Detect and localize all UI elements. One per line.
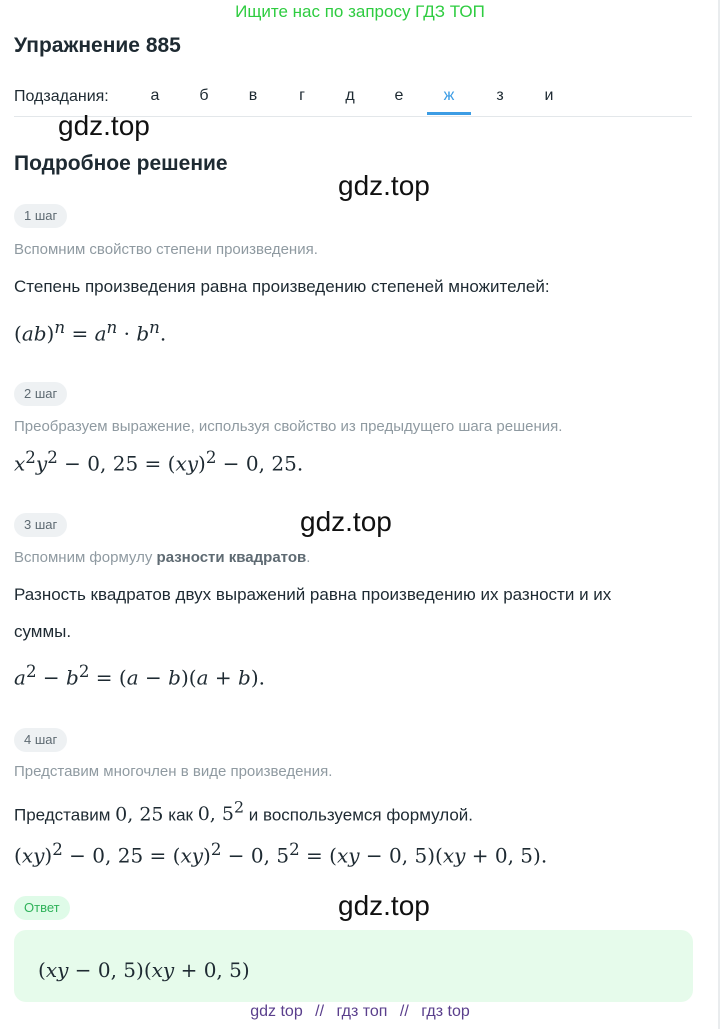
step-3-text-line-1: Разность квадратов двух выражений равна произведению их разности и их [14, 585, 612, 604]
subtask-tab-zh[interactable]: ж [427, 86, 471, 115]
step-4-value-1: 0, 25 [115, 803, 164, 826]
subtask-tab-e[interactable]: е [394, 87, 404, 104]
subtask-tab-v[interactable]: в [248, 87, 258, 104]
step-3-hint-suffix: . [306, 549, 311, 566]
subtask-tab-z[interactable]: з [496, 87, 504, 104]
step-4-text [14, 798, 473, 825]
step-4-text-prefix: Представим [14, 805, 116, 825]
step-3-text-line-2: суммы. [14, 622, 72, 641]
subtask-tab-i[interactable]: и [544, 87, 554, 104]
footer-link-1[interactable]: gdz top [250, 1003, 303, 1020]
subtask-tab-b[interactable]: б [199, 87, 209, 104]
step-1-formula: $(ab)^n = a^n \cdot b^n$. [14, 318, 167, 346]
page-title: Упражнение 885 [14, 34, 181, 57]
step-2-formula: $x^2y^2 - 0$, 25 = (xy)$^2$ − 0, 25. [14, 448, 304, 476]
step-3-hint [14, 549, 310, 566]
step-4-value-2: 0, $5^2$ [197, 798, 245, 826]
section-title: Подробное решение [14, 152, 228, 175]
subtask-tab-d[interactable]: д [345, 87, 355, 104]
step-4-hint: Представим многочлен в виде произведения. [14, 763, 333, 780]
footer-separator: // [315, 1003, 325, 1020]
step-1-badge: 1 шаг [14, 204, 67, 228]
step-3-formula: $a^2 - b^2 = (a - b)(a + b)$. [14, 662, 265, 690]
step-3-hint-prefix: Вспомним формулу [14, 549, 157, 566]
step-2-hint: Преобразуем выражение, используя свойство из предыдущего шага решения. [14, 418, 563, 435]
step-3-hint-bold: разности квадратов [156, 549, 307, 566]
watermark: gdz.top [338, 170, 430, 201]
step-1-hint: Вспомним свойство степени произведения. [14, 241, 318, 258]
footer-link-2[interactable]: гдз топ [336, 1003, 388, 1020]
watermark: gdz.top [300, 506, 392, 537]
step-3-badge: 3 шаг [14, 513, 67, 537]
step-4-text-mid: как [163, 805, 198, 825]
step-4-formula: (xy)$^2$ − 0, 25 = (xy)$^2$ − 0, $5^2 = (xy - 0$, 5)(xy + 0, 5). [14, 840, 548, 868]
subtasks-label: Подзадания: [14, 88, 109, 105]
search-banner: Ищите нас по запросу ГДЗ ТОП [235, 2, 485, 21]
footer-links [0, 1003, 720, 1021]
subtask-tab-a[interactable]: а [150, 87, 160, 104]
footer-separator: // [399, 1003, 409, 1020]
answer-box [14, 930, 693, 1002]
footer-link-3[interactable]: гдз top [421, 1003, 470, 1020]
step-1-text: Степень произведения равна произведению степеней множителей: [14, 277, 550, 296]
step-4-text-suffix: и воспользуемся формулой. [244, 805, 473, 825]
answer-badge: Ответ [14, 896, 70, 920]
subtask-tab-g[interactable]: г [299, 87, 305, 104]
step-2-badge: 2 шаг [14, 382, 67, 406]
step-4-badge: 4 шаг [14, 728, 67, 752]
answer-formula: (xy − 0, 5)(xy + 0, 5) [38, 958, 250, 982]
watermark: gdz.top [58, 110, 150, 141]
watermark: gdz.top [338, 890, 430, 921]
